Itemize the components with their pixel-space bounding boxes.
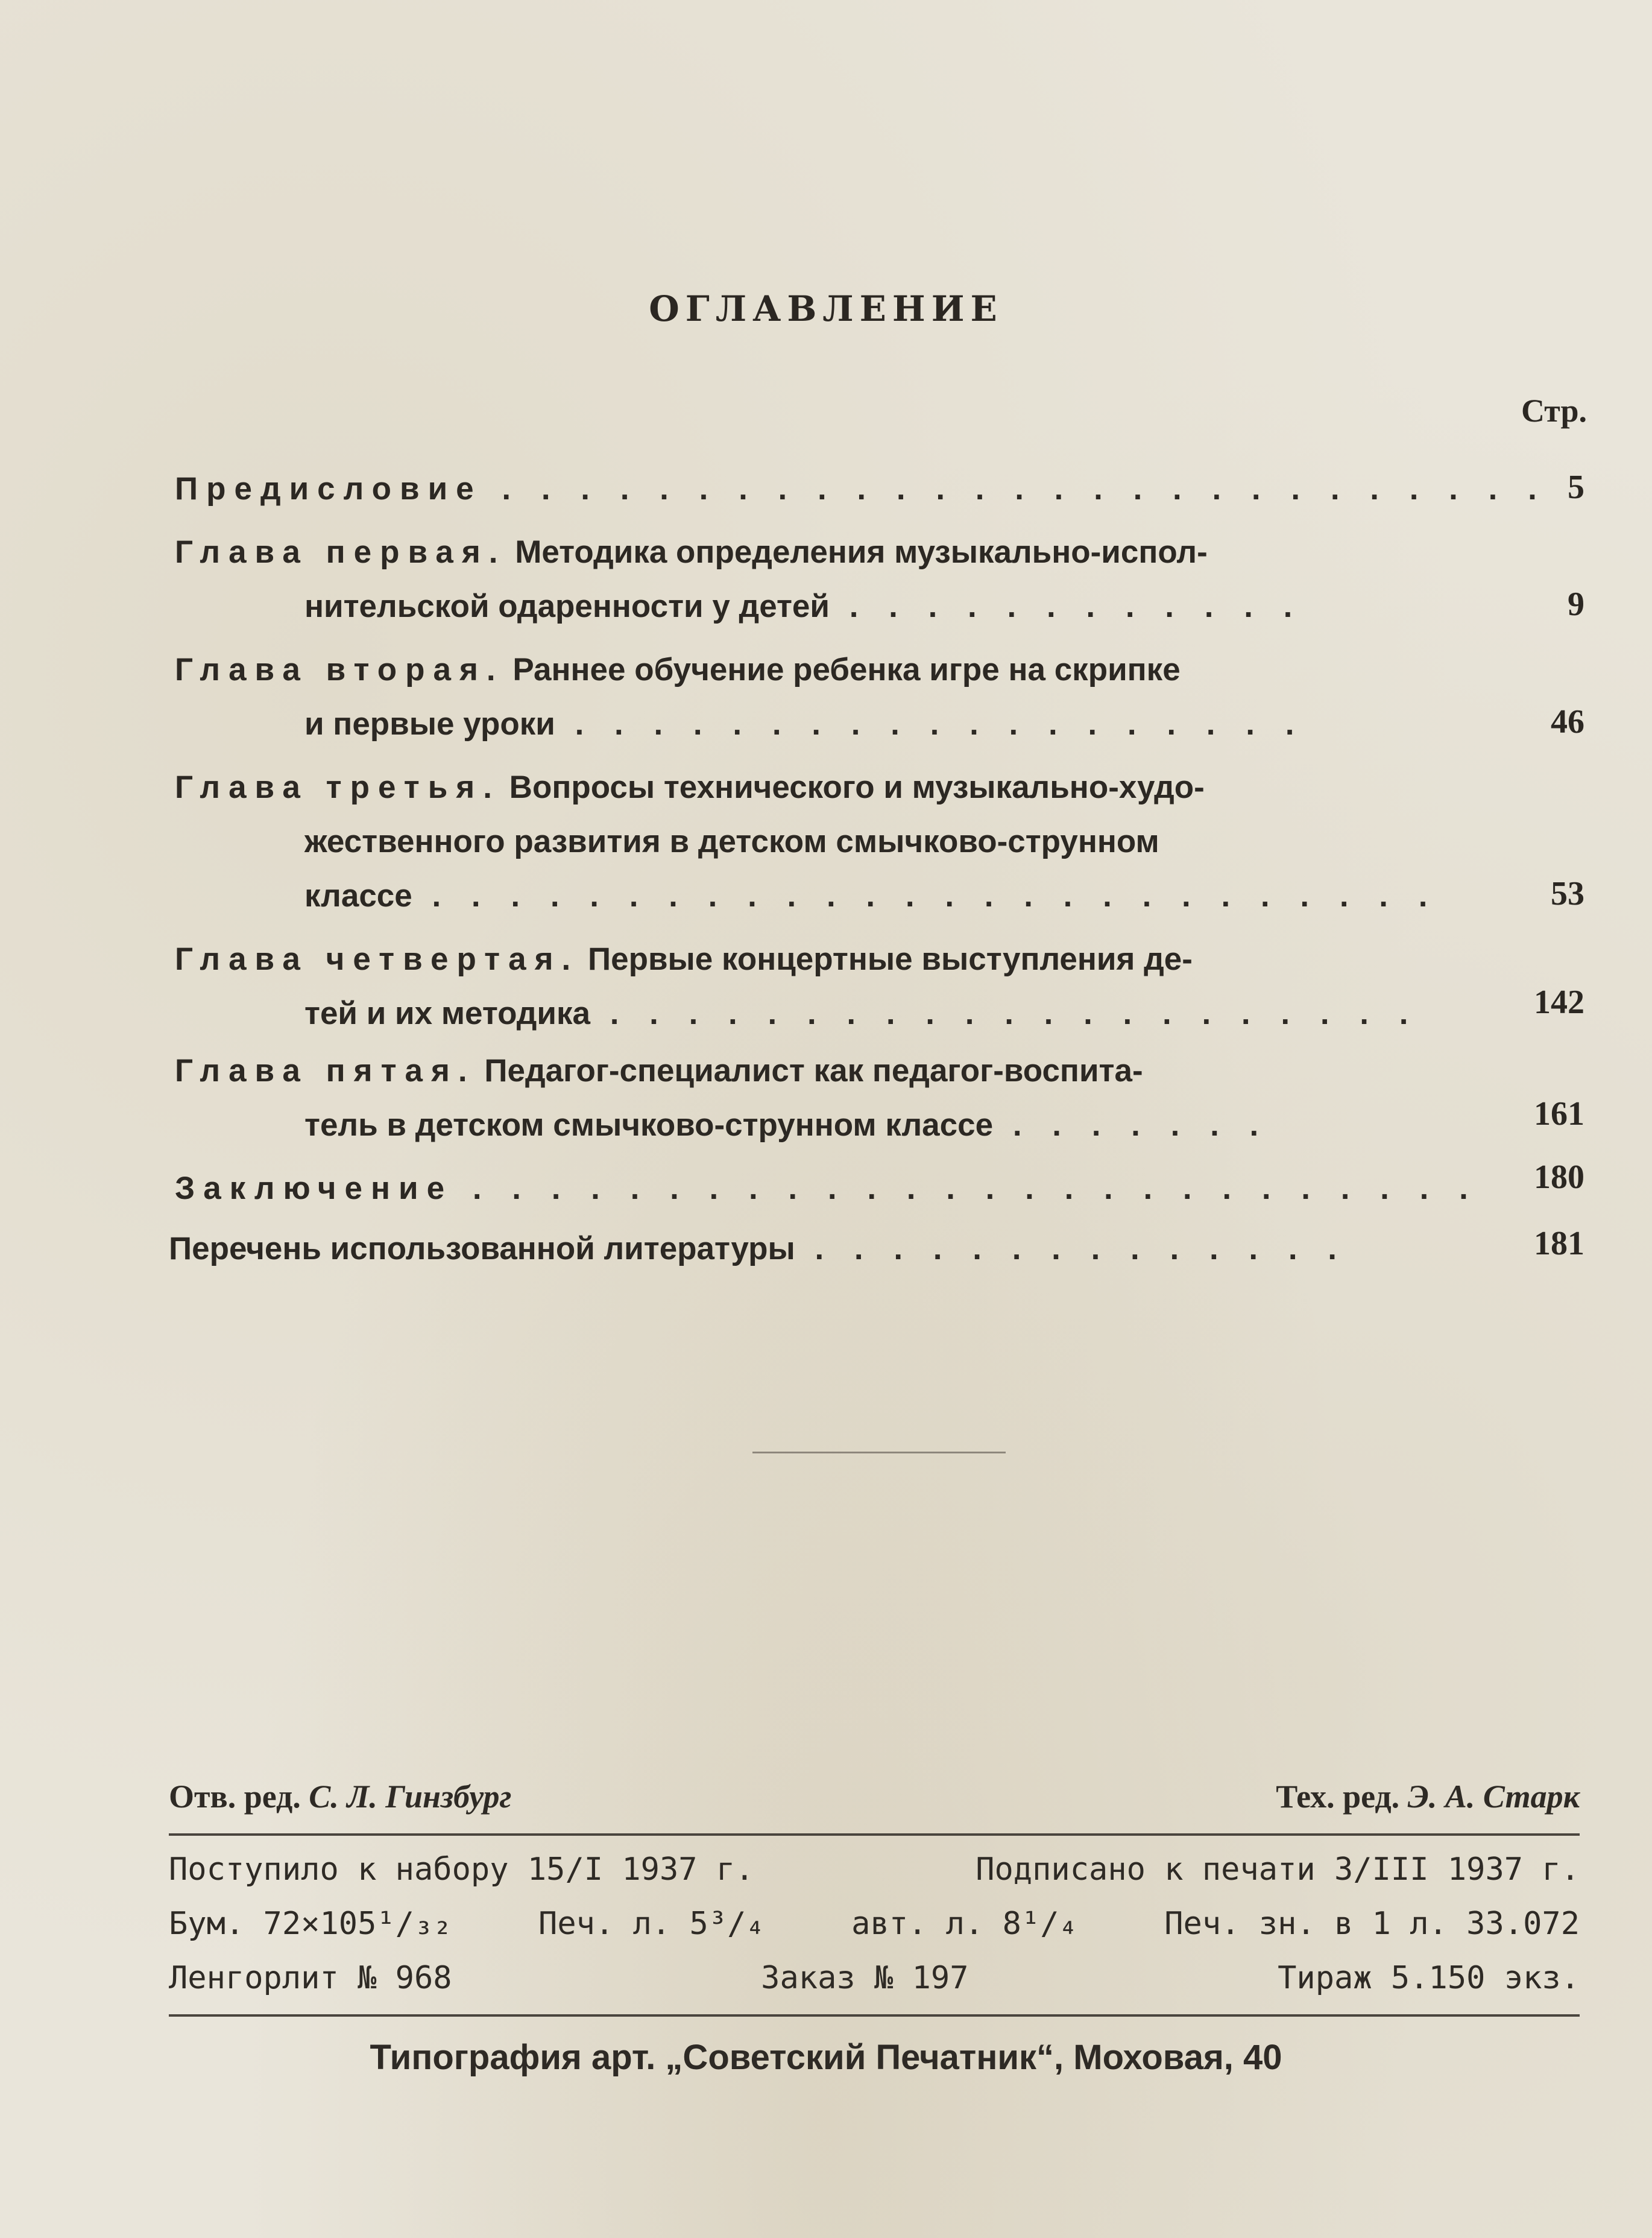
- toc-entry-chapter-5: [175, 1052, 1143, 1089]
- toc-entry-text: тей и их методика: [304, 996, 590, 1031]
- toc-entry-preface: [175, 470, 1548, 507]
- printed-sheets: Печ. л. 5³/₄: [538, 1906, 765, 1942]
- dot-leader: . . . . . . . . . . . . . . . . . . . . . . . . . . .: [482, 471, 1548, 507]
- toc-entry-bibliography: [169, 1230, 1348, 1267]
- toc-entry-text: Раннее обучение ребенка игре на скрипке: [512, 652, 1181, 688]
- toc-page-number: 161: [1534, 1095, 1584, 1133]
- toc-entry-text: жественного развития в детском смычково-струнном: [304, 824, 1159, 859]
- toc-entry-chapter-4: [175, 941, 1193, 978]
- printer-line: Типография арт. „Советский Печатник“, Моховая, 40: [370, 2038, 1282, 2077]
- toc-chapter-label: Глава первая.: [175, 534, 506, 570]
- toc-entry-chapter-3-cont2: [304, 877, 1438, 914]
- imprint-rule-bottom: [169, 2014, 1580, 2017]
- toc-entry-chapter-2: [175, 651, 1181, 688]
- imprint-row-1: [169, 1851, 1580, 1888]
- page-column-header: Стр.: [1521, 393, 1587, 429]
- chars-per-sheet: Печ. зн. в 1 л. 33.072: [1164, 1906, 1580, 1942]
- imprint-row-2: [169, 1906, 1580, 1942]
- toc-page-number: 181: [1534, 1225, 1584, 1262]
- toc-entry-text: нительской одаренности у детей: [304, 589, 830, 624]
- imprint-rule-top: [169, 1833, 1580, 1836]
- editor-label: Отв. ред.: [169, 1778, 301, 1815]
- toc-chapter-label: Глава третья.: [175, 770, 500, 805]
- paper-format: Бум. 72×105¹/₃₂: [169, 1906, 452, 1942]
- toc-page-number: 9: [1568, 586, 1584, 623]
- typeset-date: Поступило к набору 15/I 1937 г.: [169, 1851, 754, 1888]
- responsible-editor: [169, 1778, 511, 1815]
- toc-chapter-label: Глава пятая.: [175, 1053, 476, 1089]
- toc-page-number: 180: [1534, 1159, 1584, 1196]
- toc-chapter-label: Глава четвертая.: [175, 941, 579, 977]
- toc-entry-chapter-3: [175, 769, 1205, 806]
- toc-entry-text: Перечень использованной литературы: [169, 1231, 795, 1266]
- section-divider: [752, 1452, 1006, 1453]
- dot-leader: . . . . . . . . . . . .: [829, 589, 1304, 624]
- toc-chapter-label: Предисловие: [175, 471, 482, 507]
- toc-entry-chapter-5-cont: [304, 1107, 1269, 1143]
- tech-editor-name: Э. А. Старк: [1407, 1778, 1580, 1815]
- dot-leader: . . . . . . .: [993, 1107, 1270, 1143]
- toc-entry-text: Вопросы технического и музыкально-худо-: [509, 770, 1205, 805]
- toc-chapter-label: Глава вторая.: [175, 652, 504, 688]
- toc-entry-text: Первые концертные выступления де-: [588, 941, 1193, 977]
- imprint-row-3: [169, 1960, 1580, 1996]
- order-number: Заказ № 197: [761, 1960, 969, 1996]
- toc-entry-text: тель в детском смычково-струнном классе: [304, 1107, 994, 1143]
- tech-editor-label: Тех. ред.: [1276, 1778, 1400, 1815]
- dot-leader: . . . . . . . . . . . . . . . . . . . . . . . . . .: [453, 1171, 1479, 1206]
- toc-page-number: 46: [1551, 703, 1584, 741]
- toc-page-number: 142: [1534, 984, 1584, 1021]
- dot-leader: . . . . . . . . . . . . . . . . . . . . . . . . . .: [412, 878, 1439, 914]
- toc-chapter-label: Заключение: [175, 1171, 453, 1206]
- toc-entry-chapter-1: [175, 534, 1208, 571]
- toc-entry-chapter-2-cont: [304, 706, 1305, 742]
- toc-entry-conclusion: [175, 1170, 1479, 1207]
- dot-leader: . . . . . . . . . . . . . . . . . . .: [555, 706, 1305, 742]
- toc-entry-text: классе: [304, 878, 412, 914]
- editors-line: [169, 1778, 1580, 1815]
- dot-leader: . . . . . . . . . . . . . . . . . . . . .: [590, 996, 1419, 1031]
- print-run: Тираж 5.150 экз.: [1278, 1960, 1580, 1996]
- dot-leader: . . . . . . . . . . . . . .: [795, 1231, 1348, 1266]
- toc-entry-text: Методика определения музыкально-испол-: [515, 534, 1208, 570]
- toc-entry-text: и первые уроки: [304, 706, 555, 742]
- toc-page-number: 5: [1568, 469, 1584, 506]
- page-title: ОГЛАВЛЕНИЕ: [649, 288, 1003, 329]
- signed-date: Подписано к печати 3/III 1937 г.: [976, 1851, 1580, 1888]
- author-sheets: авт. л. 8¹/₄: [851, 1906, 1078, 1942]
- toc-entry-chapter-4-cont: [304, 995, 1419, 1032]
- toc-page-number: 53: [1551, 875, 1584, 912]
- censor-number: Ленгорлит № 968: [169, 1960, 452, 1996]
- toc-entry-chapter-3-cont: [304, 823, 1159, 860]
- technical-editor: [1276, 1778, 1580, 1815]
- toc-entry-text: Педагог-специалист как педагог-воспита-: [484, 1053, 1143, 1089]
- editor-name: С. Л. Гинзбург: [309, 1778, 512, 1815]
- toc-entry-chapter-1-cont: [304, 588, 1303, 625]
